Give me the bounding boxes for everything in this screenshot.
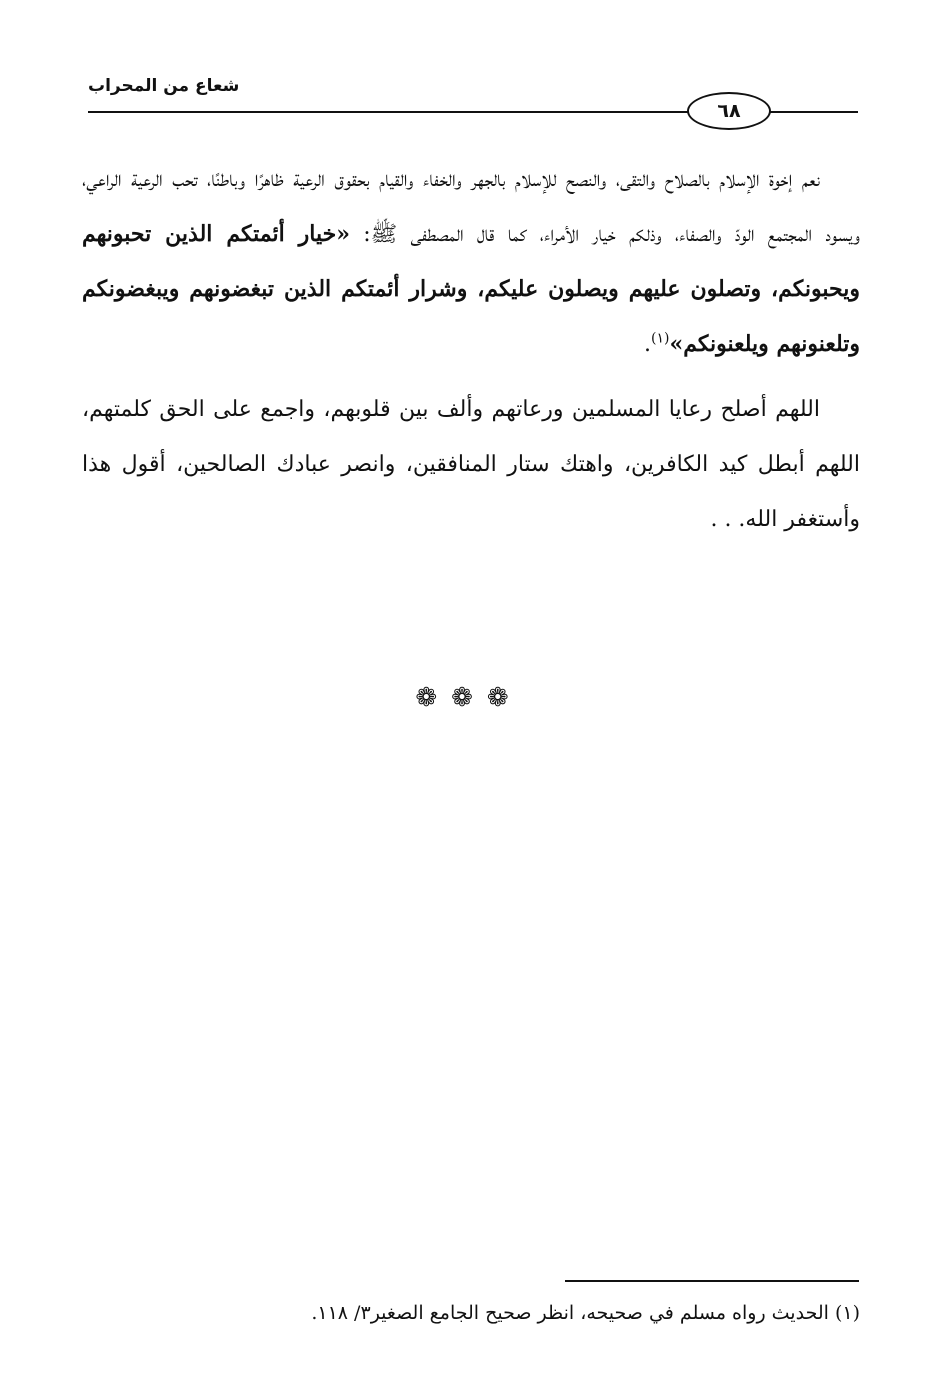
running-title: شعاع من المحراب [88,76,240,96]
hadith-quote: «خيار أئمتكم الذين تحبونهم ويحبونكم، وتصلون عليهم ويصلون عليكم، وشرار أئمتكم الذين تبغضونهم ويبغضونكم وتلعنونهم ويلعنونكم» [82,221,860,357]
footnote-ref: (١) [651,330,670,347]
footnote: (١) الحديث رواه مسلم في صحيحه، انظر صحيح الجامع الصغير٣/ ١١٨. [311,1302,860,1324]
main-text [82,152,860,547]
paragraph-2 [82,382,860,547]
paragraph-1-text: نعم إخوة الإسلام بالصلاح والتقى، والنصح للإسلام بالجهر والخفاء والقيام بحقوق الرعية ظاهرًا وباطنًا، تحب الرعية الراعي، ويسود المجتمع الودّ والصفاء، وذلكم خيار الأمراء، كما قال المصطفى ﷺ: [82,167,860,247]
page-number: ٦٨ [687,92,771,130]
footnote-rule [565,1280,859,1282]
separator-ornament: ❁❁❁ [415,683,523,713]
paragraph-1-end: . [644,332,651,357]
paragraph-1 [82,152,860,372]
paragraph-2-text: اللهم أصلح رعايا المسلمين ورعاتهم وألف بين قلوبهم، واجمع على الحق كلمتهم، اللهم أبطل كيد الكافرين، واهتك ستار المنافقين، وانصر عبادك الصالحين، أقول هذا وأستغفر الله. . . [82,397,860,532]
